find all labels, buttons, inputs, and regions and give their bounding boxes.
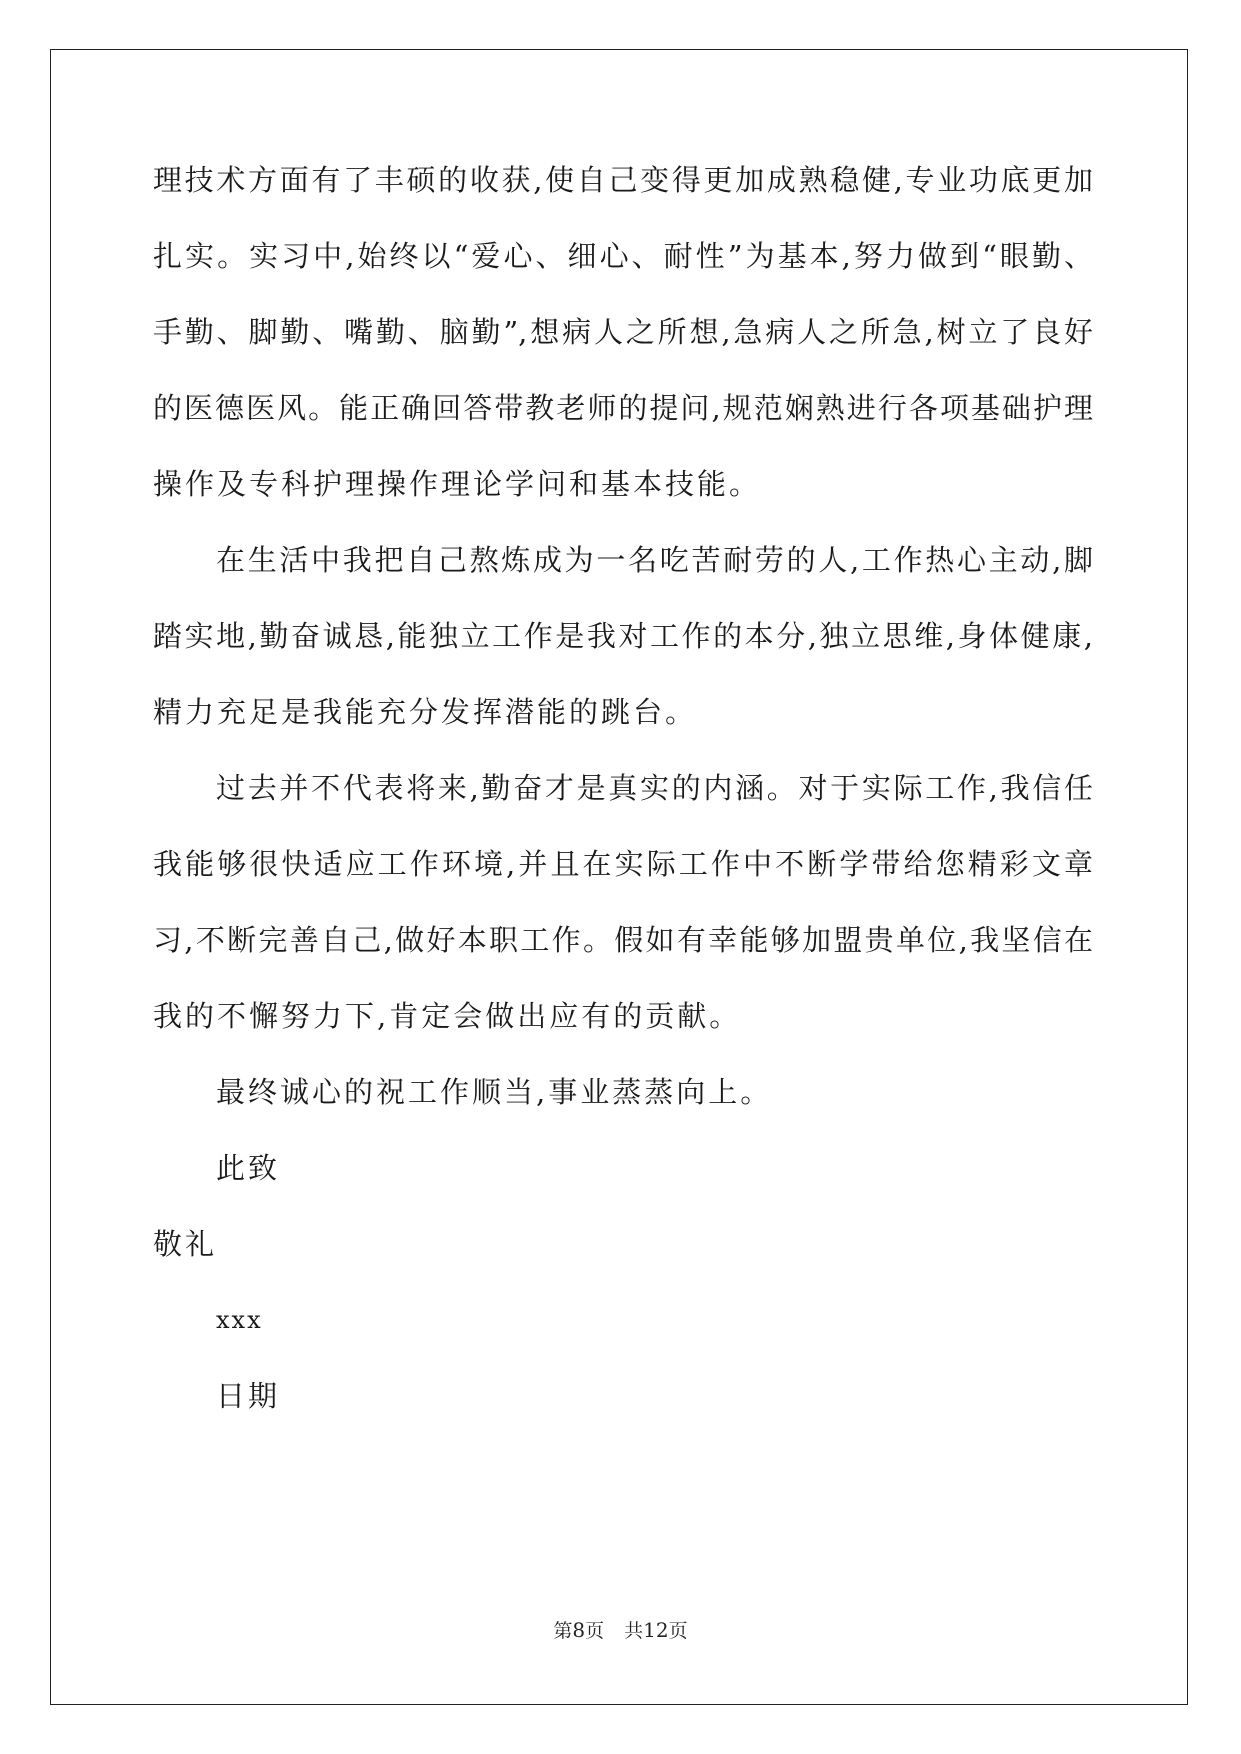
paragraph-3-line-1: 过去并不代表将来,勤奋才是真实的内涵。对于实际工作,我信任 bbox=[216, 771, 1093, 805]
footer-page-number: 8 bbox=[572, 1618, 586, 1642]
closing-wish: 最终诚心的祝工作顺当,事业蒸蒸向上。 bbox=[216, 1075, 773, 1109]
paragraph-2-line-3: 精力充足是我能充分发挥潜能的跳台。 bbox=[153, 695, 698, 729]
signature-name: xxx bbox=[216, 1306, 263, 1334]
paragraph-1-line-2: 扎实。实习中,始终以“爱心、细心、耐性”为基本,努力做到“眼勤、 bbox=[153, 239, 1093, 273]
footer-page-prefix: 第 bbox=[553, 1620, 573, 1642]
footer-page-suffix: 页 bbox=[585, 1620, 605, 1642]
paragraph-3-line-4: 我的不懈努力下,肯定会做出应有的贡献。 bbox=[153, 999, 742, 1033]
salutation-jing-li: 敬礼 bbox=[153, 1227, 218, 1261]
paragraph-1-line-3: 手勤、脚勤、嘴勤、脑勤”,想病人之所想,急病人之所急,树立了良好 bbox=[153, 315, 1093, 349]
paragraph-3-line-2: 我能够很快适应工作环境,并且在实际工作中不断学带给您精彩文章 bbox=[153, 847, 1093, 881]
footer-total-suffix: 页 bbox=[668, 1620, 688, 1642]
paragraph-1-line-1: 理技术方面有了丰硕的收获,使自己变得更加成熟稳健,专业功底更加 bbox=[153, 163, 1093, 197]
paragraph-2-line-1: 在生活中我把自己熬炼成为一名吃苦耐劳的人,工作热心主动,脚 bbox=[216, 543, 1093, 577]
salutation-ci-zhi: 此致 bbox=[216, 1151, 281, 1185]
date-label: 日期 bbox=[216, 1379, 281, 1413]
footer-total-prefix: 共 bbox=[624, 1620, 644, 1642]
paragraph-1-line-4: 的医德医风。能正确回答带教老师的提问,规范娴熟进行各项基础护理 bbox=[153, 391, 1093, 425]
footer-total-pages: 12 bbox=[643, 1618, 669, 1642]
paragraph-1-line-5: 操作及专科护理操作理论学问和基本技能。 bbox=[153, 467, 762, 501]
paragraph-2-line-2: 踏实地,勤奋诚恳,能独立工作是我对工作的本分,独立思维,身体健康, bbox=[153, 619, 1093, 653]
paragraph-3-line-3: 习,不断完善自己,做好本职工作。假如有幸能够加盟贵单位,我坚信在 bbox=[153, 923, 1093, 957]
page-footer bbox=[0, 1616, 1241, 1643]
